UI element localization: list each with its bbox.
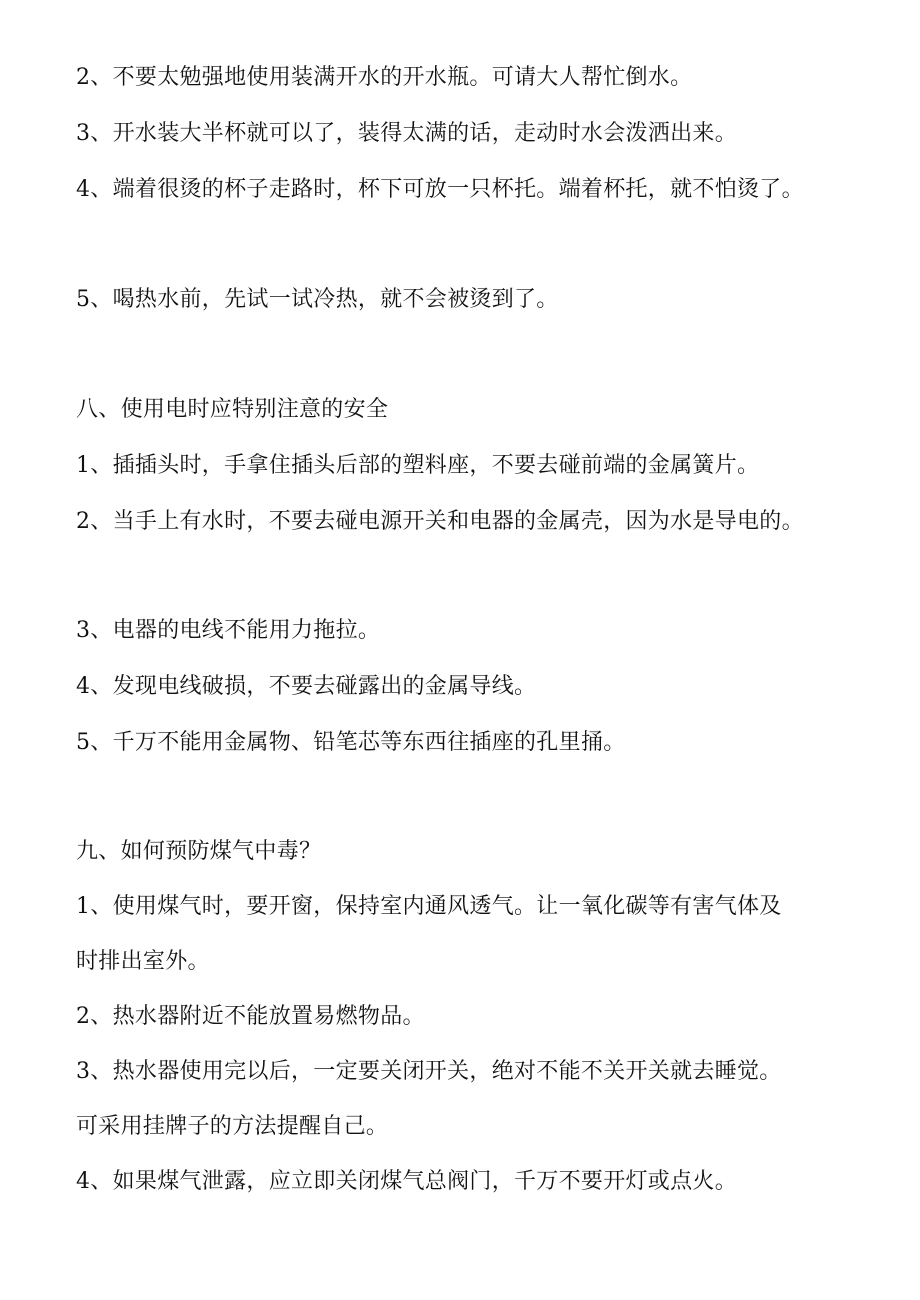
paragraph-line: 4、如果煤气泄露，应立即关闭煤气总阀门，千万不要开灯或点火。 [76, 1169, 737, 1194]
paragraph-line: 2、不要太勉强地使用装满开水的开水瓶。可请大人帮忙倒水。 [76, 65, 693, 90]
paragraph-line: 1、使用煤气时，要开窗，保持室内通风透气。让一氧化碳等有害气体及 [76, 894, 782, 919]
section-heading: 九、如何预防煤气中毒？ [76, 839, 322, 864]
paragraph-line: 4、端着很烫的杯子走路时，杯下可放一只杯托。端着杯托，就不怕烫了。 [76, 177, 804, 202]
paragraph-line: 可采用挂牌子的方法提醒自己。 [76, 1114, 389, 1139]
paragraph-line: 时排出室外。 [76, 949, 210, 974]
section-heading: 八、使用电时应特别注意的安全 [76, 397, 389, 422]
paragraph-line: 2、当手上有水时，不要去碰电源开关和电器的金属壳，因为水是导电的。 [76, 509, 804, 534]
paragraph-line: 3、开水装大半杯就可以了，装得太满的话，走动时水会泼洒出来。 [76, 121, 737, 146]
paragraph-line: 1、插插头时，手拿住插头后部的塑料座，不要去碰前端的金属簧片。 [76, 453, 760, 478]
paragraph-line: 4、发现电线破损，不要去碰露出的金属导线。 [76, 674, 537, 699]
paragraph-line: 3、热水器使用完以后，一定要关闭开关，绝对不能不关开关就去睡觉。 [76, 1059, 782, 1084]
paragraph-line: 5、千万不能用金属物、铅笔芯等东西往插座的孔里捅。 [76, 730, 626, 755]
paragraph-line: 5、喝热水前，先试一试冷热，就不会被烫到了。 [76, 287, 559, 312]
paragraph-line: 3、电器的电线不能用力拖拉。 [76, 618, 381, 643]
paragraph-line: 2、热水器附近不能放置易燃物品。 [76, 1004, 425, 1029]
